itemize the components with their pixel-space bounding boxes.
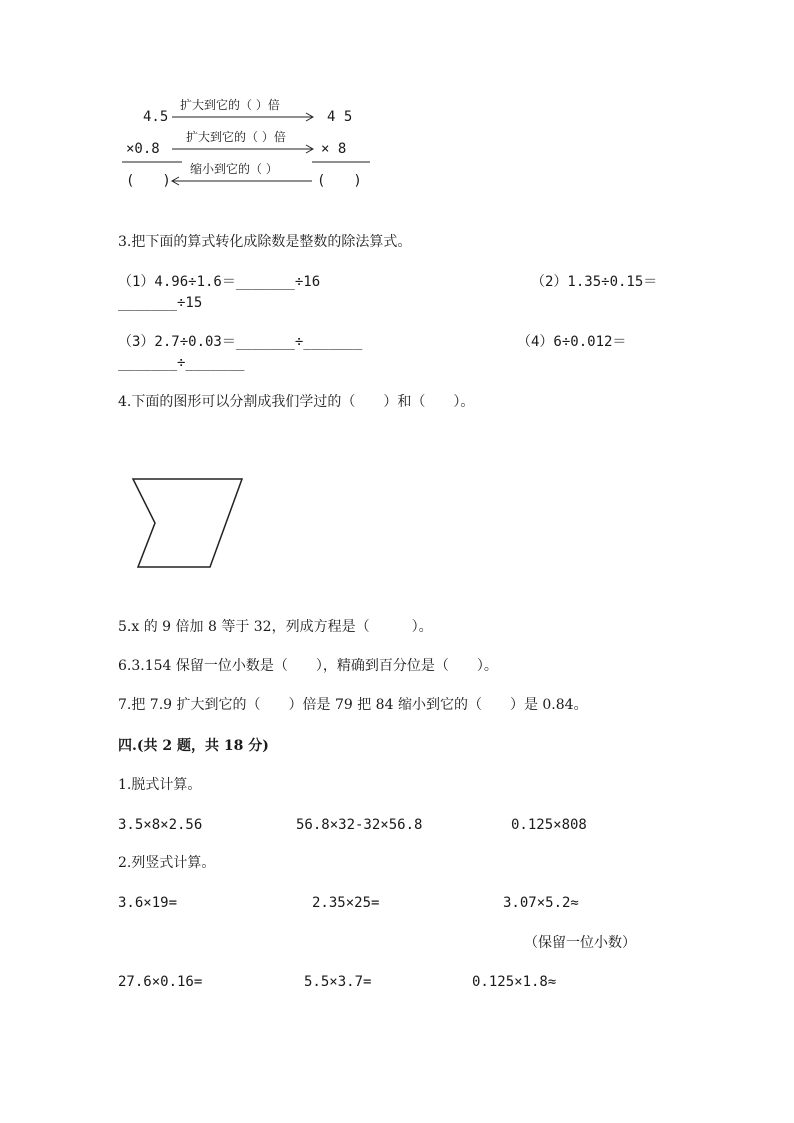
factor-b: 4 5 (327, 109, 353, 125)
s4q1-item-2: 56.8×32-32×56.8 (296, 817, 423, 833)
q3-title: 3.把下面的算式转化成除数是整数的除法算式。 (118, 234, 412, 250)
s4q2-row2-3: 0.125×1.8≈ (472, 974, 557, 990)
s4q2-rounding-note: （保留一位小数） (524, 935, 636, 951)
composite-figure (133, 479, 242, 567)
arrow-label-2: 扩大到它的（ ）倍 (186, 130, 286, 144)
multiplier-b: × 8 (321, 141, 347, 157)
q4-title: 4.下面的图形可以分割成我们学过的（ ）和（ ）。 (118, 394, 475, 410)
factor-a: 4.5 (143, 109, 169, 125)
q3-part1: （1）4.96÷1.6＝_______÷16 (118, 274, 321, 290)
s4q2-row1-1: 3.6×19= (118, 895, 178, 911)
q5: 5.x 的 9 倍加 8 等于 32，列成方程是（ ）。 (118, 619, 433, 635)
s4q1-title: 1.脱式计算。 (118, 777, 202, 793)
q6: 6.3.154 保留一位小数是（ ），精确到百分位是（ ）。 (118, 658, 498, 674)
result-blank-left: ( ) (126, 173, 171, 189)
multiplier-a: ×0.8 (126, 141, 160, 157)
q3-part4-cont: _______÷_______ (118, 355, 245, 371)
s4q1-item-1: 3.5×8×2.56 (118, 817, 203, 833)
s4q2-row1-3: 3.07×5.2≈ (503, 895, 579, 911)
s4q2-row2-2: 5.5×3.7= (304, 974, 372, 990)
q3-part2: （2）1.35÷0.15＝ (531, 274, 658, 290)
s4q1-item-3: 0.125×808 (511, 817, 587, 833)
q7: 7.把 7.9 扩大到它的（ ）倍是 79 把 84 缩小到它的（ ）是 0.84。 (118, 697, 588, 713)
q3-part4: （4）6÷0.012＝ (517, 334, 627, 350)
section-4-heading: 四.(共 2 题，共 18 分) (118, 738, 269, 754)
q3-part2-cont: _______÷15 (118, 295, 203, 311)
s4q2-row1-2: 2.35×25= (312, 895, 380, 911)
result-blank-right: ( ) (317, 173, 362, 189)
arrow-label-3: 缩小到它的（ ） (190, 162, 278, 176)
arrow-label-1: 扩大到它的（ ）倍 (180, 98, 280, 112)
s4q2-title: 2.列竖式计算。 (118, 855, 216, 871)
q3-part3: （3）2.7÷0.03＝_______÷_______ (118, 334, 363, 350)
s4q2-row2-1: 27.6×0.16= (118, 974, 203, 990)
